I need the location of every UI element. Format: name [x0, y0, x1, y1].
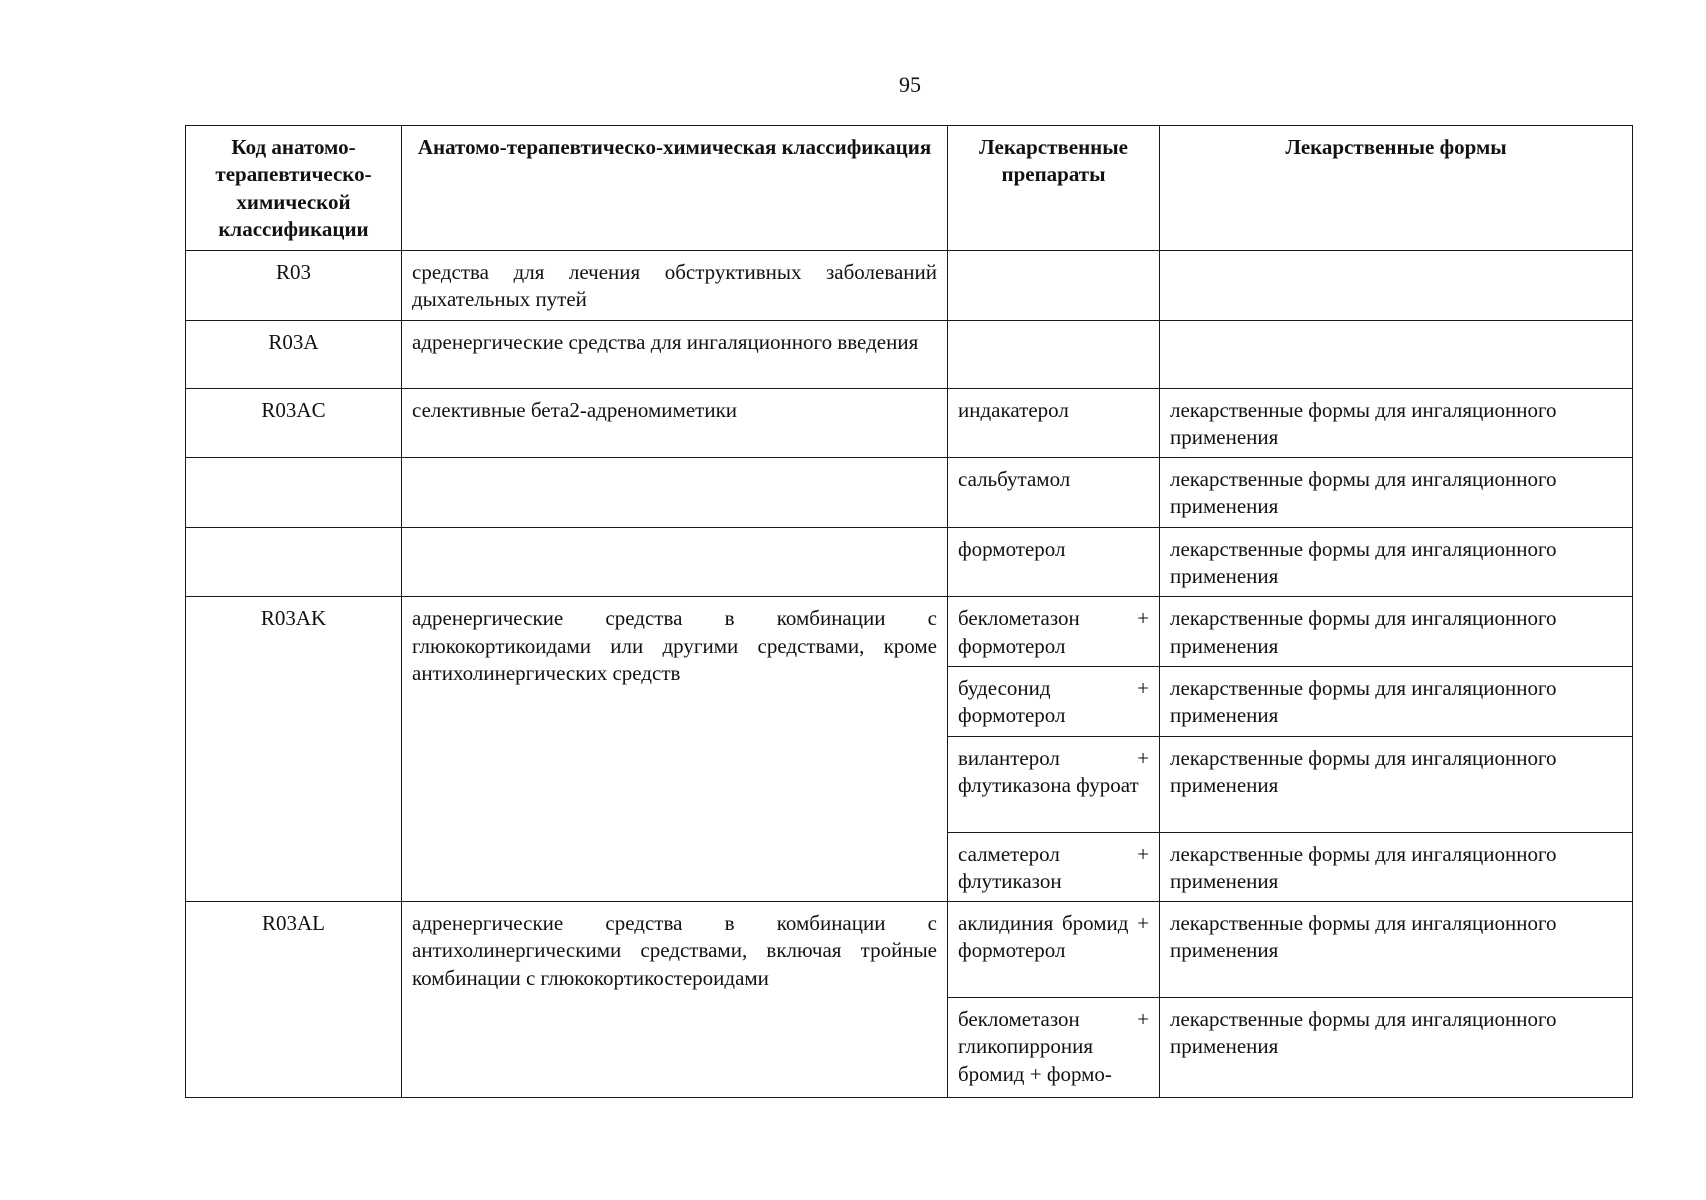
dosage-form-cell: лекарственные формы для ингаляционного применения	[1160, 832, 1633, 902]
table-row	[186, 902, 1633, 998]
drug-cell: сальбутамол	[948, 458, 1160, 528]
atc-code-cell	[186, 458, 402, 528]
atc-code-cell: R03	[186, 251, 402, 321]
dosage-form-cell: лекарственные формы для ингаляционного применения	[1160, 597, 1633, 667]
drug-cell: аклидиния бромид + формотерол	[948, 902, 1160, 998]
table-header-row	[186, 126, 1633, 251]
atc-description-cell: адренергические средства в комбинации с глюкокортикоидами или другими средствами, кроме антихолинергических средств	[402, 597, 948, 902]
atc-description-cell	[402, 458, 948, 528]
atc-description-cell	[402, 527, 948, 597]
dosage-form-cell	[1160, 251, 1633, 321]
table-row	[186, 527, 1633, 597]
atc-description-cell: адренергические средства в комбинации с антихолинергическими средствами, включая тройные комбинации с глюкокортикостероидами	[402, 902, 948, 1098]
dosage-form-cell: лекарственные формы для ингаляционного применения	[1160, 998, 1633, 1098]
drug-cell	[948, 251, 1160, 321]
table-row	[186, 251, 1633, 321]
dosage-form-cell: лекарственные формы для ингаляционного применения	[1160, 527, 1633, 597]
page-number: 95	[899, 72, 921, 97]
header-atc-code: Код анатомо-терапевтическо-химической классификации	[186, 126, 402, 251]
dosage-form-cell: лекарственные формы для ингаляционного применения	[1160, 736, 1633, 832]
dosage-form-cell: лекарственные формы для ингаляционного применения	[1160, 666, 1633, 736]
drug-cell: вилантерол + флутиказона фуроат	[948, 736, 1160, 832]
atc-code-cell: R03AK	[186, 597, 402, 902]
atc-classification-table	[185, 125, 1633, 1098]
atc-description-cell: адренергические средства для ингаляционного введения	[402, 320, 948, 388]
atc-description-cell: средства для лечения обструктивных заболеваний дыхательных путей	[402, 251, 948, 321]
header-atc-classification: Анатомо-терапевтическо-химическая классификация	[402, 126, 948, 251]
atc-code-cell: R03AC	[186, 388, 402, 458]
drug-cell: будесонид + формотерол	[948, 666, 1160, 736]
atc-code-cell: R03A	[186, 320, 402, 388]
table-row	[186, 388, 1633, 458]
drug-cell: беклометазон + гликопиррония бромид + формо-	[948, 998, 1160, 1098]
dosage-form-cell: лекарственные формы для ингаляционного применения	[1160, 902, 1633, 998]
atc-description-cell: селективные бета2-адреномиметики	[402, 388, 948, 458]
header-drugs: Лекарственные препараты	[948, 126, 1160, 251]
table-row	[186, 597, 1633, 667]
table-row	[186, 320, 1633, 388]
drug-cell	[948, 320, 1160, 388]
drug-cell: салметерол + флутиказон	[948, 832, 1160, 902]
drug-cell: беклометазон + формотерол	[948, 597, 1160, 667]
dosage-form-cell: лекарственные формы для ингаляционного применения	[1160, 458, 1633, 528]
dosage-form-cell: лекарственные формы для ингаляционного применения	[1160, 388, 1633, 458]
table-row	[186, 458, 1633, 528]
atc-code-cell	[186, 527, 402, 597]
drug-cell: формотерол	[948, 527, 1160, 597]
drug-cell: индакатерол	[948, 388, 1160, 458]
dosage-form-cell	[1160, 320, 1633, 388]
atc-code-cell: R03AL	[186, 902, 402, 1098]
header-dosage-forms: Лекарственные формы	[1160, 126, 1633, 251]
